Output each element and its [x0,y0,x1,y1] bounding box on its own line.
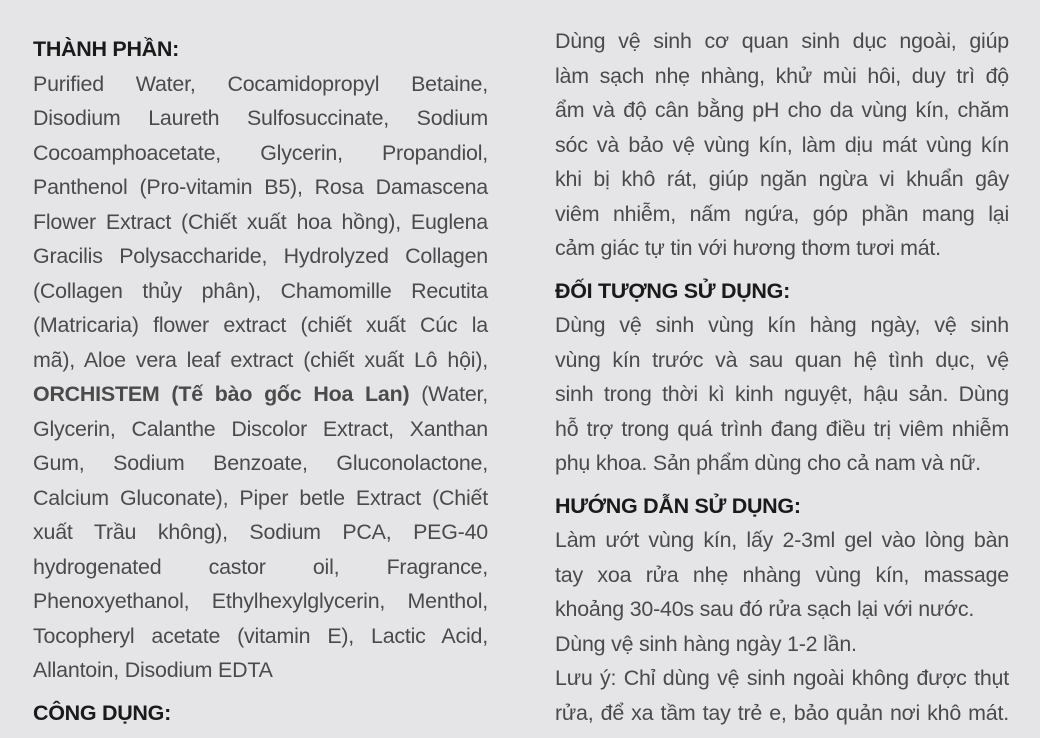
text-line: Dùng vệ sinh cơ quan sinh dục ngoài, giúp [555,29,1009,53]
text-line: Lưu ý: Chỉ dùng vệ sinh ngoài không được thụt [555,666,1009,690]
text-line: (Matricaria) flower extract (chiết xuất Cúc la [33,313,488,337]
text-line: viêm nhiễm, nấm ngứa, góp phần mang lại [555,201,1009,226]
text-line: Làm ướt vùng kín, lấy 2-3ml gel vào lòng bàn [555,528,1009,552]
text-line: Gracilis Polysaccharide, Hydrolyzed Collagen [33,244,488,268]
text-line: cảm giác tự tin với hương thơm tươi mát. [555,236,941,260]
text-line: Panthenol (Pro-vitamin B5), Rosa Damascena [33,175,488,199]
right-column [555,24,1009,730]
ingredients-lines-b [33,412,488,688]
text-line: phụ khoa. Sản phẩm dùng cho cả nam và nữ. [555,451,981,475]
text-line: ẩm và độ cân bằng pH cho da vùng kín, chăm [555,98,1009,122]
text-line: sóc và bảo vệ vùng kín, làm dịu mát vùng kín [555,132,1009,157]
ingredients-heading: THÀNH PHẦN: [33,37,179,61]
ingredients-lines-a [33,67,488,378]
text-line: sinh trong thời kì kinh nguyệt, hậu sản. Dùng [555,382,1009,406]
text-line: tay xoa rửa nhẹ nhàng vùng kín, massage [555,562,1009,587]
text-line: vùng kín trước và sau quan hệ tình dục, vệ [555,347,1009,372]
text-line: Glycerin, Calanthe Discolor Extract, Xanthan [33,416,488,441]
uses-heading: CÔNG DỤNG: [33,700,171,725]
text-line: xuất Trầu không), Sodium PCA, PEG-40 [33,520,488,544]
text-line: khoảng 30-40s sau đó rửa sạch lại với nước. [555,597,975,621]
left-column [33,24,488,730]
ingredients-after-highlight: (Water, [409,382,488,406]
ingredients-highlight: ORCHISTEM (Tế bào gốc Hoa Lan) [33,382,410,406]
text-line: Flower Extract (Chiết xuất hoa hồng), Euglena [33,209,488,234]
frequency-line: Dùng vệ sinh hàng ngày 1-2 lần. [555,631,857,656]
ingredients-line-orchistem [33,377,488,412]
text-line: Phenoxyethanol, Ethylhexylglycerin, Menthol, [33,589,488,613]
text-line: Tocopheryl acetate (vitamin E), Lactic Acid, [33,623,488,648]
text-line: Allantoin, Disodium EDTA [33,658,273,682]
text-line: rửa, để xa tầm tay trẻ e, bảo quản nơi khô mát. [555,700,1009,725]
ingredients-text [33,67,488,688]
target-users-heading: ĐỐI TƯỢNG SỬ DỤNG: [555,278,790,303]
text-line: Dùng vệ sinh vùng kín hàng ngày, vệ sinh [555,313,1009,337]
text-line: Disodium Laureth Sulfosuccinate, Sodium [33,106,488,130]
text-line: Purified Water, Cocamidopropyl Betaine, [33,71,488,96]
text-line: hỗ trợ trong quá trình đang điều trị viêm nhiễm [555,416,1009,441]
instructions-heading: HƯỚNG DẪN SỬ DỤNG: [555,493,801,518]
uses-text [555,24,1009,266]
text-line: (Collagen thủy phân), Chamomille Recutita [33,278,488,303]
text-line: Calcium Gluconate), Piper betle Extract (Chiết [33,485,488,510]
text-line: làm sạch nhẹ nhàng, khử mùi hôi, duy trì độ [555,63,1009,88]
text-line: mã), Aloe vera leaf extract (chiết xuất Lô hội), [33,347,488,372]
text-line: khi bị khô rát, giúp ngăn ngừa vi khuẩn gây [555,167,1009,191]
text-line: hydrogenated castor oil, Fragrance, [33,554,488,579]
text-line: Cocoamphoacetate, Glycerin, Propandiol, [33,140,488,165]
text-line: Gum, Sodium Benzoate, Gluconolactone, [33,451,488,475]
target-users-text [555,308,1009,481]
note-text [555,661,1009,730]
instructions-text [555,523,1009,627]
